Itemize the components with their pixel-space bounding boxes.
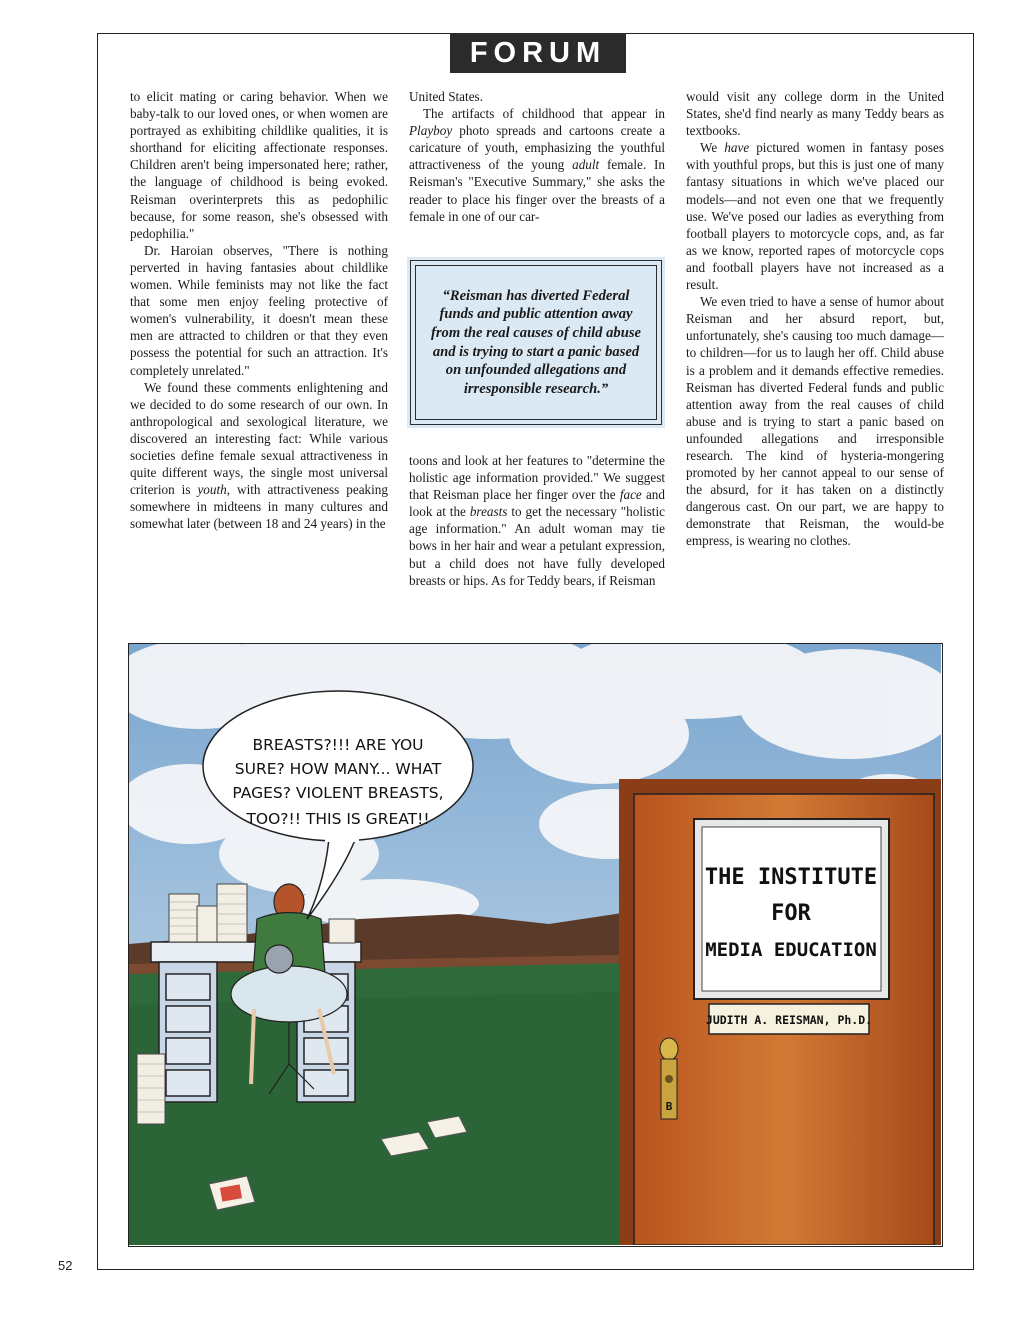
paragraph: would visit any college dorm in the United States, she'd find nearly as many Teddy bears as textbooks. <box>686 89 944 139</box>
article-column-2-continued <box>409 452 665 589</box>
article-column-2 <box>409 88 665 225</box>
page-number: 52 <box>58 1258 73 1273</box>
pull-quote-box <box>410 260 662 425</box>
article-column-1 <box>130 88 388 532</box>
paragraph: Dr. Haroian observes, "There is nothing perverted in having fantasies about childlike women. While feminists may not like the fact that some men enjoy feeling protective of women's vulnerability, it doesn't mean these men are attracted to children or that they even possess the potential for such an attraction. It's completely unrelated." <box>130 242 388 378</box>
speech-line: BREASTS?!!! ARE YOU <box>252 736 424 754</box>
paragraph: We found these comments enlightening and we decided to do some research of our own. In anthropological and sexological literature, we discovered an interesting fact: While various societies define female sexual attractiveness in quite different ways, the single most universal criterion is youth, with attractiveness peaking somewhere in midteens in many cultures and somewhat later (between 18 and 24 years) in the <box>130 379 388 532</box>
speech-line: PAGES? VIOLENT BREASTS, <box>232 784 444 802</box>
speech-line: SURE? HOW MANY... WHAT <box>234 760 442 778</box>
paragraph: We even tried to have a sense of humor about Reisman and her absurd report, but, unfortunately, she's causing too much damage—to children—for us to laugh her off. Child abuse is a problem and it demands effective remedies. Reisman has diverted Federal funds and public attention away from the real causes of child abuse and is trying to start a panic based on unfounded allegations and irresponsible research. The kind of hysteria-mongering promoted by her cannot appeal to our sense of the absurd, for it has taken on a distinctly dangerous cast. On our part, we are happy to demonstrate that Reisman, the would-be empress, is wearing no clothes. <box>686 294 944 549</box>
sign-line: THE INSTITUTE <box>704 865 878 890</box>
paragraph: to elicit mating or caring behavior. When we baby-talk to our loved ones, or when women are portrayed as exhibiting childlike qualities, it is shorthand for eliciting affectionate responses. Children aren't being impersonated here; rather, the language of childhood is being evoked. Reisman overinterprets this as pedophilic because, for some reason, she's obsessed with pedophilia." <box>130 89 388 241</box>
sign-line: FOR <box>771 901 811 926</box>
room-letter: B <box>665 1100 673 1113</box>
section-header: FORUM <box>450 33 626 73</box>
cartoon-illustration <box>128 643 943 1247</box>
speech-line: TOO?!! THIS IS GREAT!! <box>246 810 430 828</box>
paragraph: United States. <box>409 89 483 104</box>
paragraph: The artifacts of childhood that appear in Playboy photo spreads and cartoons create a caricature of youth, emphasizing the youthful attractiveness of the young adult female. In Reisman's "Executive Summary," she asks the reader to place his finger over the breasts of a female in one of our car- <box>409 106 665 224</box>
pull-quote: “Reisman has diverted Federal funds and public attention away from the real causes of child abuse and is trying to start a panic based on unfounded allegations and irresponsible research.” <box>415 265 657 420</box>
door <box>619 779 941 1245</box>
nameplate: JUDITH A. REISMAN, Ph.D. <box>705 1013 873 1027</box>
sign-line: MEDIA EDUCATION <box>705 939 877 961</box>
paragraph: toons and look at her features to "determine the holistic age information provided." We suggest that Reisman place her finger over the face and look at the breasts to get the necessary "holistic age information." An adult woman may tie bows in her hair and wear a petulant expression, but a child does not have fully developed breasts or hips. As for Teddy bears, if Reisman <box>409 453 665 588</box>
article-column-3 <box>686 88 944 550</box>
paragraph: We have pictured women in fantasy poses with youthful props, but this is just one of many fantasy situations in which we've placed our models—and not even one that we frequently use. We've posed our ladies as everything from football players to motorcycle cops, and, as far as we know, reported rapes of motorcycle cops and football players have not increased as a result. <box>686 140 944 293</box>
